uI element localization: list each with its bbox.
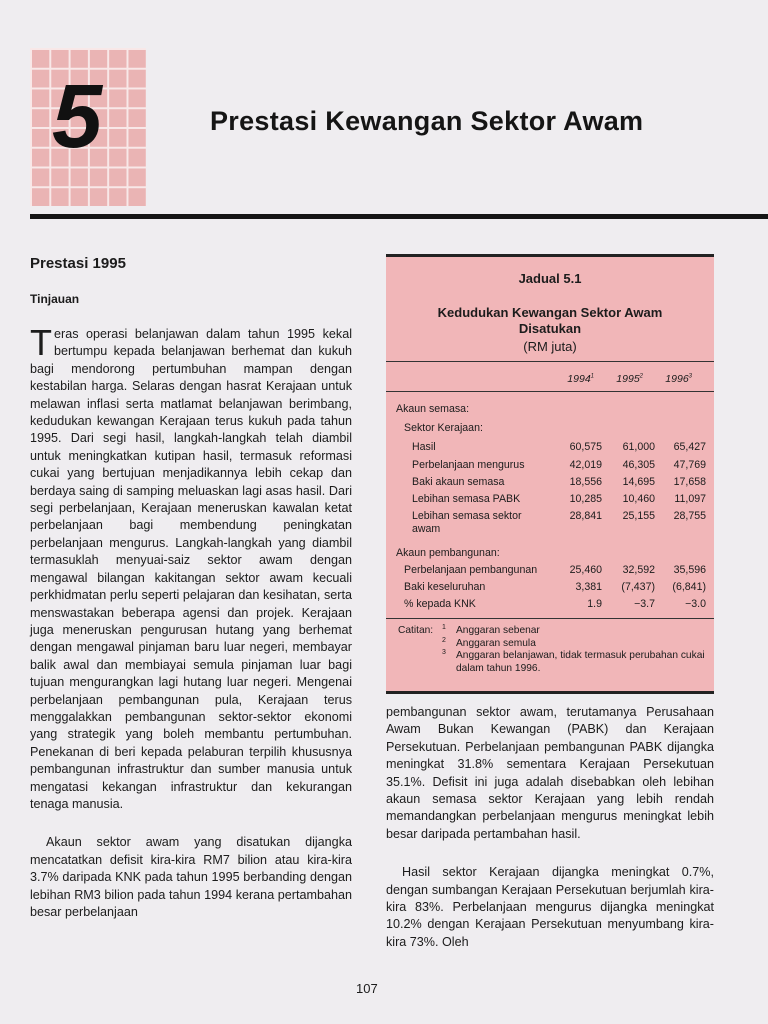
left-column: [30, 322, 352, 921]
year-header: 1994$^1$: [567, 373, 594, 385]
page-number: 107: [356, 981, 378, 996]
sub-heading: Tinjauan: [30, 292, 80, 306]
table-rule: [386, 361, 714, 362]
year-header: 1995$^2$: [616, 373, 643, 385]
table-row: Hasil 60,575 61,000 65,427: [412, 441, 706, 453]
table-section-heading: Akaun pembangunan:: [396, 547, 500, 559]
section-heading: Prestasi 1995: [30, 255, 126, 272]
year-header: 1996$^3$: [665, 373, 692, 385]
table-row: Baki akaun semasa 18,556 14,695 17,658: [412, 476, 706, 488]
table-note: 3 Anggaran belanjawan, tidak termasuk perubahan cukai dalam tahun 1996.: [442, 649, 705, 674]
table-number: Jadual 5.1: [518, 271, 582, 286]
paragraph: [30, 322, 352, 813]
table-section-heading: Akaun semasa:: [396, 403, 470, 415]
title-rule: [30, 214, 768, 219]
paragraph: Akaun sektor awam yang disatukan dijangka mencatatkan defisit kira-kira RM7 bilion atau kira-kira 3.7% daripada KNK pada tahun 1995 berbanding dengan lebihan RM3 bilion pada tahun 1994 kerana pertambahan besar perbelanjaan: [30, 835, 352, 919]
table-5-1: [386, 254, 714, 694]
table-row: Perbelanjaan pembangunan 25,460 32,592 35,596: [404, 564, 706, 576]
drop-cap: T: [30, 322, 52, 363]
table-title-line-2: Disatukan: [518, 321, 582, 336]
right-column: [386, 704, 714, 951]
chapter-number: 5: [52, 67, 103, 167]
table-row: Lebihan semasa sektor awam 28,841 25,155 28,755: [412, 510, 706, 535]
table-note: Catitan: 1 Anggaran sebenar: [398, 624, 540, 636]
paragraph: pembangunan sektor awam, terutamanya Perusahaan Awam Bukan Kewangan (PABK) dan Kerajaan Persekutuan. Perbelanjaan pembangunan PABK dijangka meningkat 31.8% sementara Kerajaan Persekutuan 35.1%. Defisit ini juga adalah disebabkan oleh lebihan akaun semasa sektor Kerajaan yang lebih rendah memandangkan perbelanjaan mengurus meningkat lebih besar daripada pertambahan hasil.: [386, 705, 714, 841]
chapter-title: Prestasi Kewangan Sektor Awam: [210, 106, 644, 136]
table-title-line-1: Kedudukan Kewangan Sektor Awam: [437, 305, 663, 320]
table-row: Baki keseluruhan 3,381 (7,437) (6,841): [404, 581, 706, 593]
table-rule: [386, 618, 714, 619]
table-rule: [386, 391, 714, 392]
paragraph-text: eras operasi belanjawan dalam tahun 1995 kekal bertumpu kepada belanjawan berhemat dan kukuh bagi mendorong pertumbuhan mampan dengan kestabilan harga. Selaras dengan hasrat Kerajaan untuk melawan inflasi serta matlamat belanjawan berimbang, kedudukan kewangan Kerajaan terus kukuh pada tahun 1995. Dari segi hasil, langkah-langkah telah diambil untuk meningkatkan kutipan hasil, termasuk reformasi cukai yang bertujuan menjadikannya lebih cekap dan berdaya saing di samping meluaskan lagi asas hasil. Dari segi perbelanjaan, Kerajaan meneruskan kawalan ketat perbelanjaan bagi membendung peningkatan perbelanjaan mengurus. Langkah-langkah yang diambil termasuklah menyuai-saiz sektor awam dengan mengawal bilangan kakitangan sektor awam kecuali perkhidmatan perlu seperti pelajaran dan kesihatan, serta menswastakan beberapa agensi dan projek. Kerajaan juga meneruskan pengurusan hutang yang berhemat dengan mengawal pinjaman baru luar negeri, membayar balik awal dan membiayai semula pinjaman luar bagi tujuan mengurangkan lagi hutang luar negeri. Mengenai perbelanjaan pembangunan pula, Kerajaan terus menggalakkan pembangunan sektor-sektor ekonomi yang strategik yang boleh membantu pertumbuhan. Penekanan di beri kepada pelaburan terpilih khususnya pembangunan infrastruktur dan sumber manusia untuk mengatasi kekangan infrastruktur dan kekurangan tenaga manusia.: [30, 327, 352, 811]
table-row: % kepada KNK 1.9 −3.7 −3.0: [404, 598, 706, 610]
table-notes: [398, 625, 708, 675]
table-section-heading: Sektor Kerajaan:: [404, 422, 483, 434]
table-row: Perbelanjaan mengurus 42,019 46,305 47,769: [412, 459, 706, 471]
table-note: 2 Anggaran semula: [442, 636, 536, 649]
table-row: Lebihan semasa PABK 10,285 10,460 11,097: [412, 493, 706, 505]
paragraph: Hasil sektor Kerajaan dijangka meningkat 0.7%, dengan sumbangan Kerajaan Persekutuan berjumlah kira-kira 83%. Perbelanjaan mengurus dijangka meningkat 10.2% dengan Kerajaan Persekutuan menyumbang kira-kira 73%. Oleh: [386, 865, 714, 949]
table-unit: (RM juta): [523, 339, 577, 354]
